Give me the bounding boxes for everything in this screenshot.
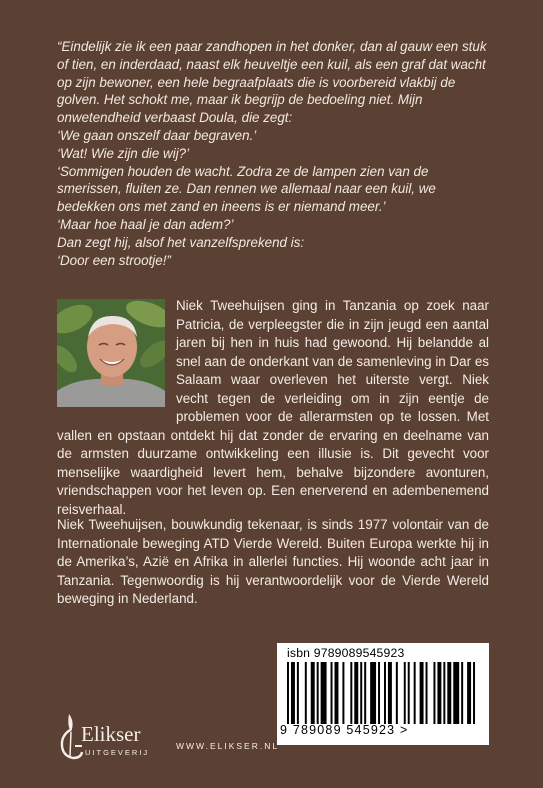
author-bio-story [57,297,489,519]
barcode-digits: 9 789089 545923 > [280,723,409,737]
bio-paragraph-1: Niek Tweehuijsen ging in Tanzania op zoek naar Patricia, de verpleegster die in zijn jeugd een aantal jaren bij hen in huis had gewoond. Hij belandde al snel aan de onderkant van de samenleving in Dar es Salaam waar overleven het uiterste vergt. Niek vecht tegen de verleiding om in zijn eentje de problemen voor de allerarmsten op te lossen. Met vallen en opstaan ontdekt hij dat zonder de ervaring en deelname van de armsten duurzame ontwikkeling een illusie is. Dit gevecht voor menselijke waardigheid levert hem, behalve bijzondere avonturen, vriendschappen voor het leven op. Een enerverend en adembenemend reisverhaal. [57,298,489,517]
back-cover-quote [57,38,489,269]
quote-line: ‘Wat! Wie zijn die wij?’ [57,145,190,161]
quote-line: Dan zegt hij, alsof het vanzelfsprekend is: [57,234,305,250]
isbn-label: isbn 9789089545923 [287,646,405,660]
publisher-logo [55,712,185,762]
publisher-subtitle: UITGEVERIJ [85,748,150,757]
photo-spacer [57,297,176,417]
quote-line: ‘Maar hoe haal je dan adem?’ [57,216,234,232]
quote-line: ‘Door een strootje!” [57,252,171,268]
publisher-website: WWW.ELIKSER.NL [176,741,280,751]
isbn-barcode [277,643,489,745]
publisher-name: Elikser [81,722,141,746]
barcode-bars [287,662,477,724]
quote-line: “Eindelijk zie ik een paar zandhopen in het donker, dan al gauw een stuk of tien, en inderdaad, naast elk heuveltje een kuil, als een graf dat wacht op zijn bewoner, een hele begraafplaats die is voorbereid vlakbij de golven. Het schokt me, maar ik begrijp de bedoeling niet. Mijn onwetendheid verbaast Doula, die zegt: [57,39,487,126]
author-bio-career: Niek Tweehuijsen, bouwkundig tekenaar, is sinds 1977 volontair van de Internationale beweging ATD Vierde Wereld. Buiten Europa werkte hij in de Amerika’s, Azië en Afrika in allerlei functies. Hij woonde acht jaar in Tanzania. Tegenwoordig is hij verantwoordelijk voor de Vierde Wereld beweging in Nederland. [57,517,489,606]
quote-line: ‘We gaan onszelf daar begraven.’ [57,127,257,143]
quote-line: ‘Sommigen houden de wacht. Zodra ze de lampen zien van de smerissen, fluiten ze. Dan rennen we allemaal naar een kuil, we bedekken ons met zand en ineens is er niemand meer.’ [57,163,436,215]
